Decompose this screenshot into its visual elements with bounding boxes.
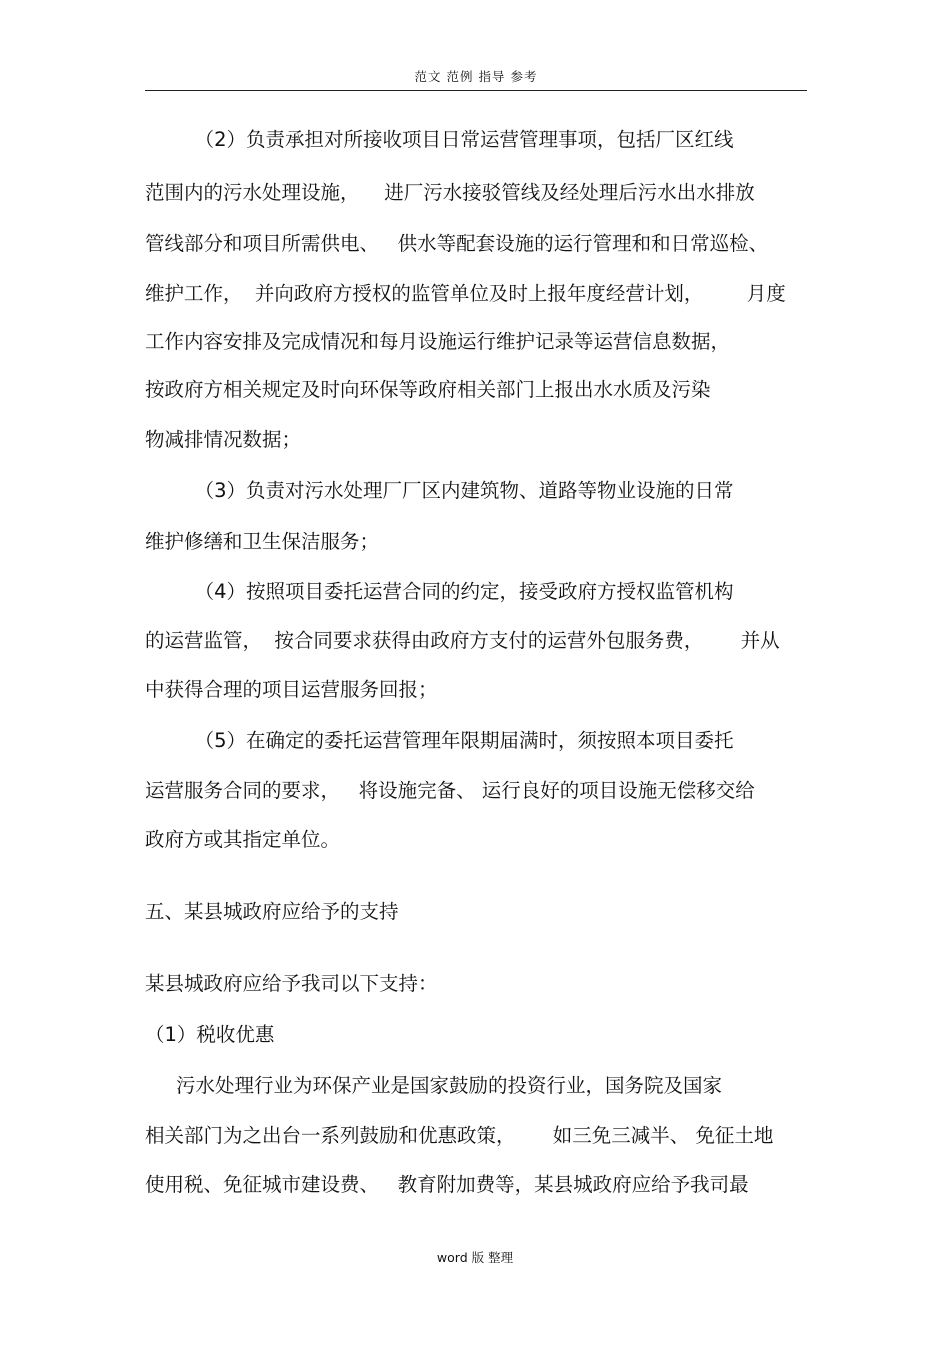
- paragraph-line: 中获得合理的项目运营服务回报；: [145, 678, 438, 701]
- header-divider: [145, 90, 807, 91]
- paragraph-line: （2）负责承担对所接收项目日常运营管理事项，包括厂区红线: [145, 128, 734, 151]
- paragraph-line: 的运营监管， 按合同要求获得由政府方支付的运营外包服务费， 并从: [145, 629, 780, 652]
- paragraph-line: 维护修缮和卫生保洁服务；: [145, 530, 380, 553]
- paragraph-line: 范围内的污水处理设施， 进厂污水接驳管线及经处理后污水出水排放: [145, 181, 755, 204]
- subsection-heading: （1）税收优惠: [145, 1023, 275, 1046]
- paragraph-line: 某县城政府应给予我司以下支持：: [145, 972, 438, 995]
- paragraph-line: 污水处理行业为环保产业是国家鼓励的投资行业，国务院及国家: [145, 1074, 722, 1097]
- paragraph-line: 维护工作， 并向政府方授权的监管单位及时上报年度经营计划， 月度: [145, 282, 786, 305]
- paragraph-line: 政府方或其指定单位。: [145, 828, 341, 851]
- paragraph-line: 管线部分和项目所需供电、 供水等配套设施的运行管理和和日常巡检、: [145, 232, 769, 255]
- paragraph-line: 相关部门为之出台一系列鼓励和优惠政策， 如三免三减半、 免征土地: [145, 1124, 774, 1147]
- paragraph-line: （5）在确定的委托运营管理年限期届满时，须按照本项目委托: [145, 729, 734, 752]
- page-footer: word 版 整理: [436, 1250, 514, 1265]
- section-heading: 五、某县城政府应给予的支持: [145, 900, 399, 923]
- paragraph-line: 按政府方相关规定及时向环保等政府相关部门上报出水水质及污染: [145, 378, 711, 401]
- paragraph-line: （4）按照项目委托运营合同的约定，接受政府方授权监管机构: [145, 580, 734, 603]
- page-header: 范文 范例 指导 参考: [414, 69, 538, 84]
- paragraph-line: 运营服务合同的要求， 将设施完备、 运行良好的项目设施无偿移交给: [145, 779, 755, 802]
- paragraph-line: （3）负责对污水处理厂厂区内建筑物、道路等物业设施的日常: [145, 479, 734, 502]
- paragraph-line: 工作内容安排及完成情况和每月设施运行维护记录等运营信息数据，: [145, 330, 731, 353]
- paragraph-line: 物减排情况数据；: [145, 428, 302, 451]
- paragraph-line: 使用税、免征城市建设费、 教育附加费等，某县城政府应给予我司最: [145, 1173, 749, 1196]
